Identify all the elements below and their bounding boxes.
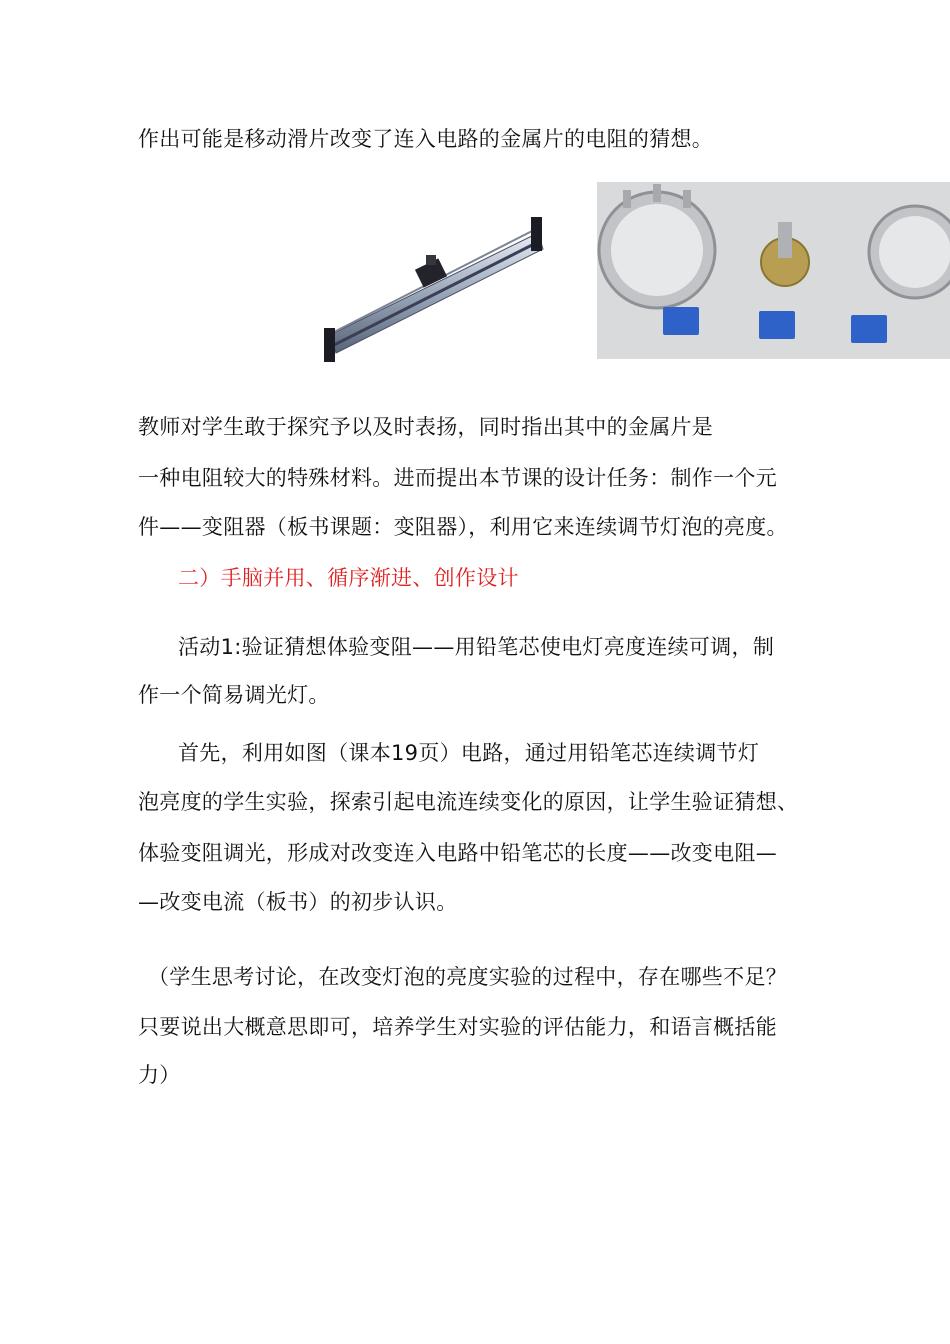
paragraph-line: 件——变阻器（板书课题：变阻器），利用它来连续调节灯泡的亮度。 bbox=[138, 515, 788, 539]
paragraph-line: 作一个简易调光灯。 bbox=[138, 683, 330, 707]
section-heading: 二）手脑并用、循序渐进、创作设计 bbox=[178, 566, 519, 590]
paragraph-line: 活动1:验证猜想体验变阻——用铅笔芯使电灯亮度连续可调，制 bbox=[178, 635, 775, 659]
paragraph-line: 作出可能是移动滑片改变了连入电路的金属片的电阻的猜想。 bbox=[138, 127, 714, 151]
paragraph-line: 体验变阻调光，形成对改变连入电路中铅笔芯的长度——改变电阻— bbox=[138, 841, 777, 865]
sliding-rheostat-photo bbox=[318, 205, 553, 370]
paragraph-line: —改变电流（板书）的初步认识。 bbox=[138, 890, 458, 914]
paragraph-line: 一种电阻较大的特殊材料。进而提出本节课的设计任务：制作一个元 bbox=[138, 466, 777, 490]
paragraph-line: 首先，利用如图（课本19页）电路，通过用铅笔芯连续调节灯 bbox=[178, 741, 760, 765]
paragraph-line: 力） bbox=[138, 1063, 181, 1087]
paragraph-line: 只要说出大概意思即可，培养学生对实验的评估能力，和语言概括能 bbox=[138, 1015, 777, 1039]
paragraph-line: 泡亮度的学生实验，探索引起电流连续变化的原因，让学生验证猜想、 bbox=[138, 790, 799, 814]
potentiometers-photo bbox=[597, 182, 950, 359]
paragraph-line: （学生思考讨论，在改变灯泡的亮度实验的过程中，存在哪些不足？ bbox=[148, 965, 787, 989]
paragraph-line: 教师对学生敢于探究予以及时表扬，同时指出其中的金属片是 bbox=[138, 415, 714, 439]
